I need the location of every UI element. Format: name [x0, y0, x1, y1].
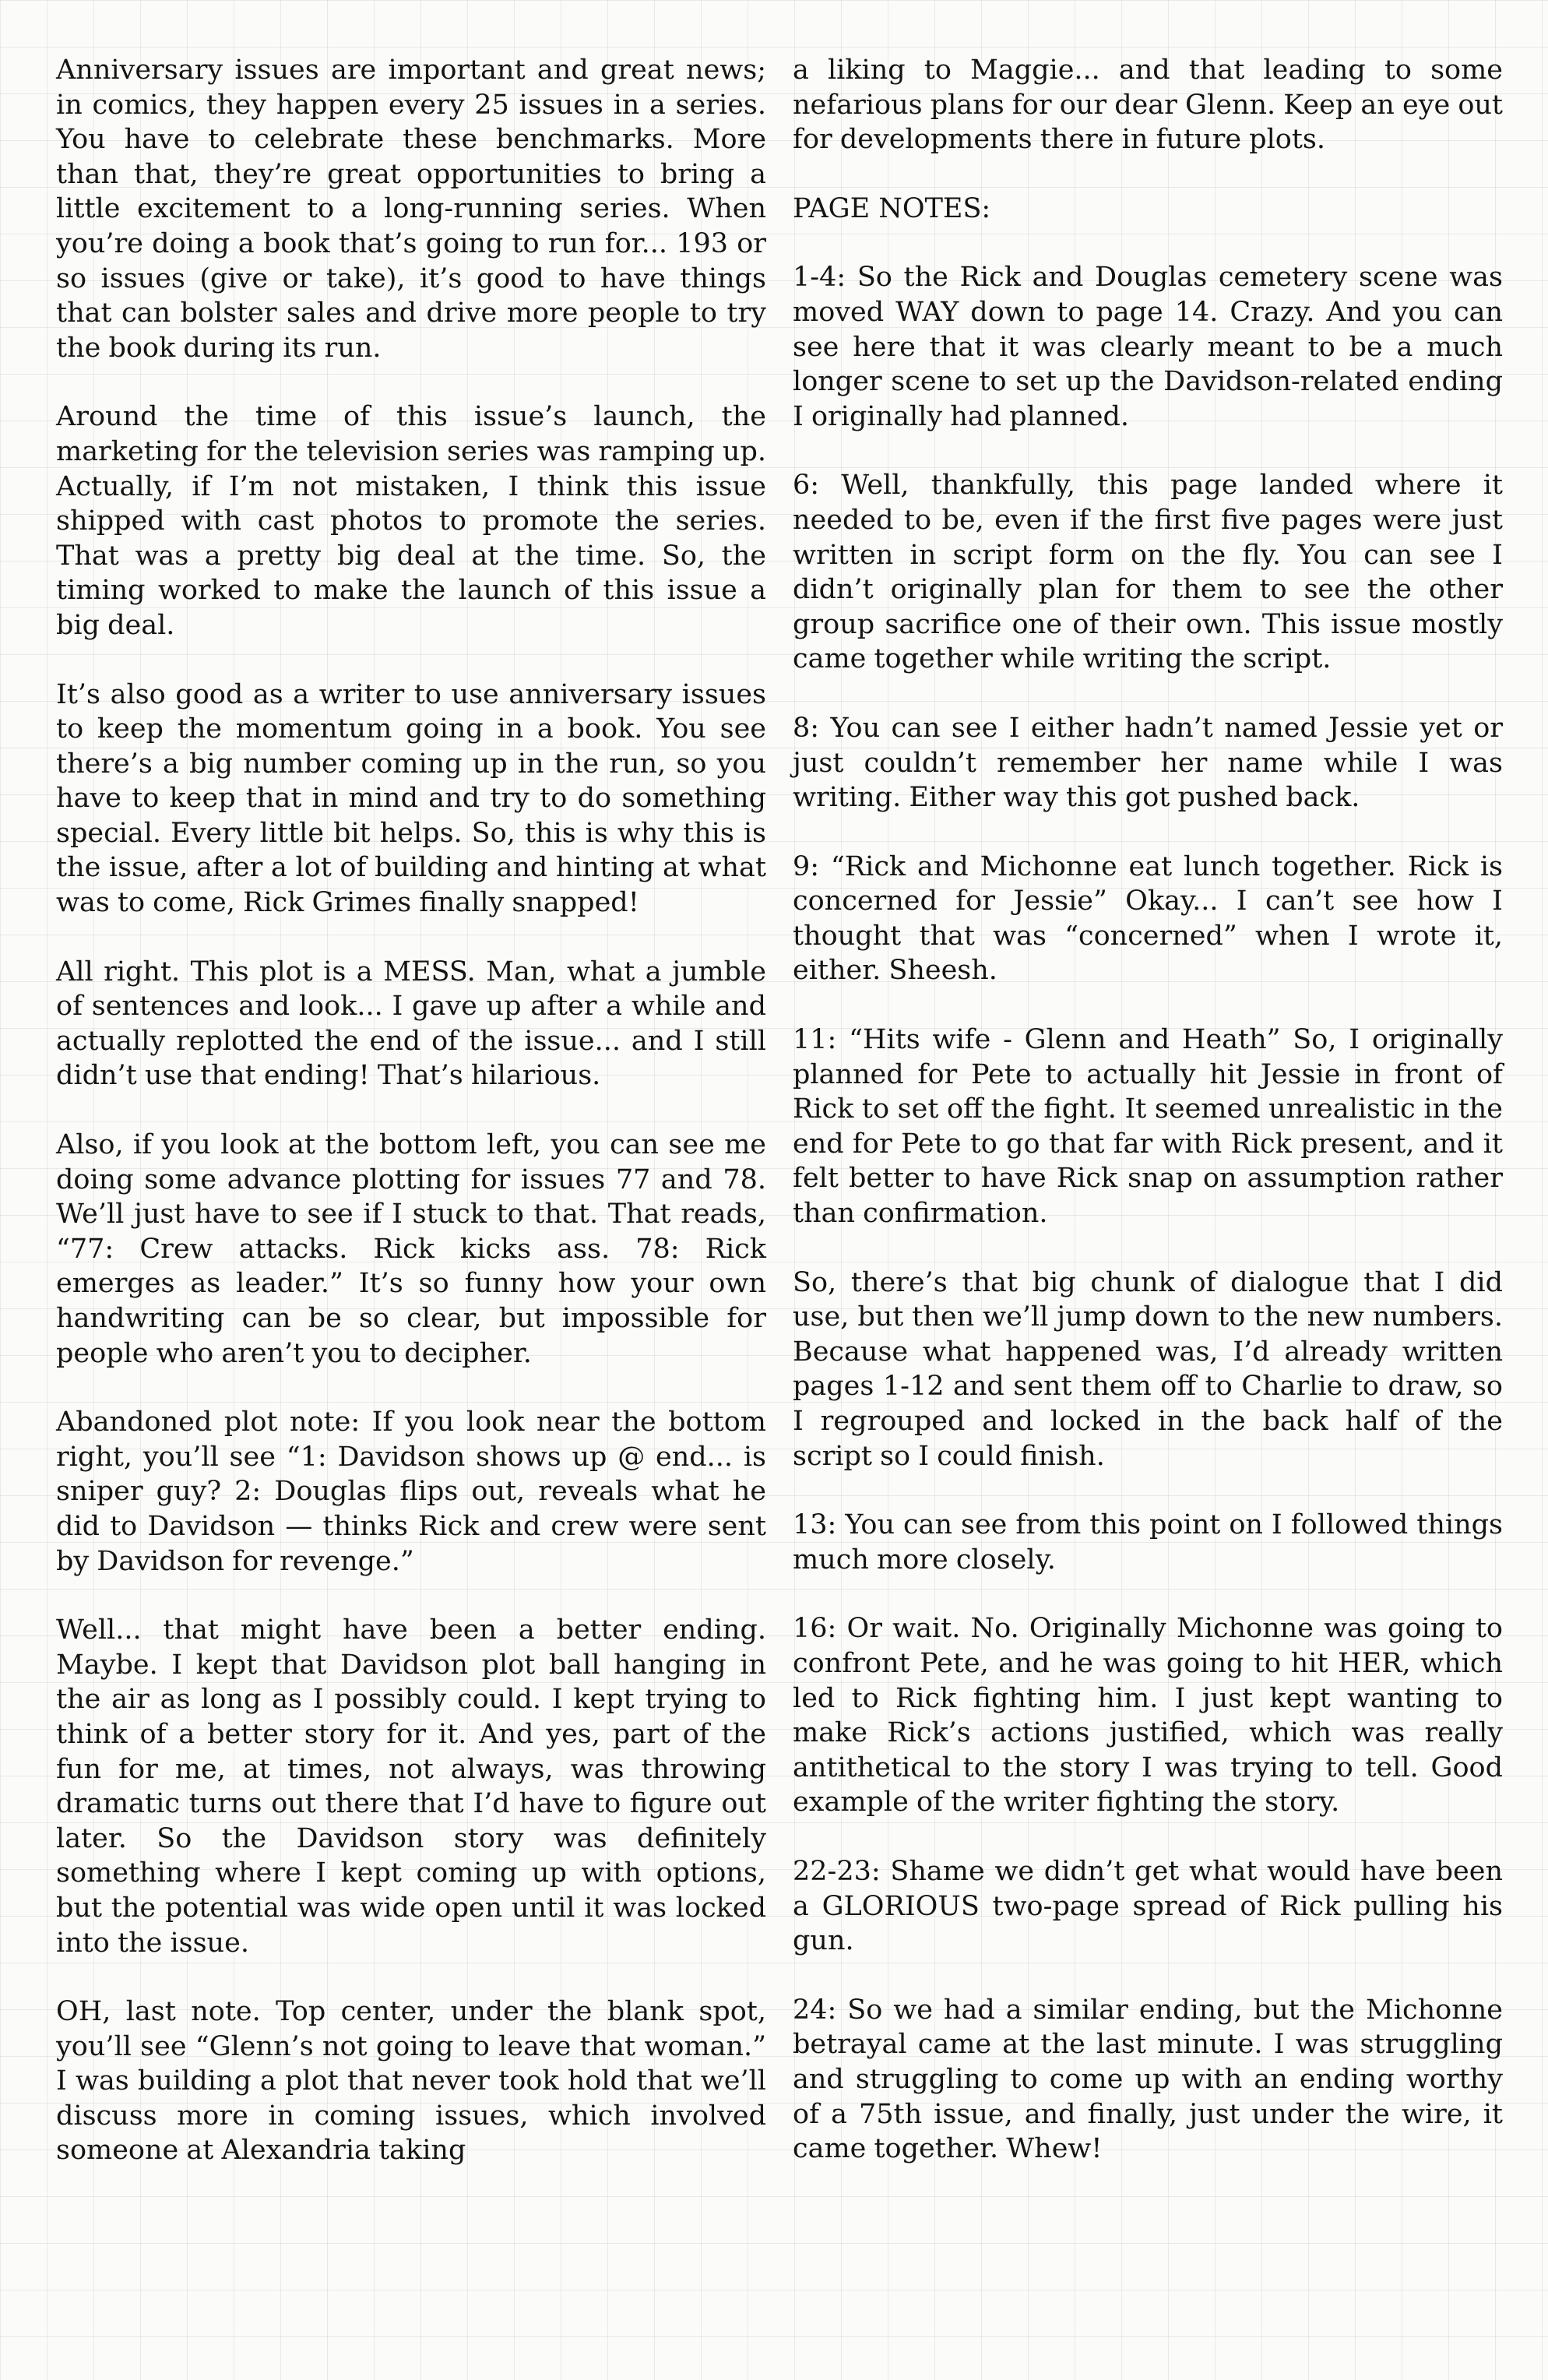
note-page-11: 11: “Hits wife - Glenn and Heath” So, I originally planned for Pete to actually hit Jessie in front of Rick to set off the fight. It seemed unrealistic in the end for Pete to go that far with Rick present, and it felt better to have Rick snap on assumption rather than confirmation. — [793, 1024, 1503, 1230]
note-page-16: 16: Or wait. No. Originally Michonne was going to confront Pete, and he was going to hit HER, which led to Rick fighting him. I just kept wanting to make Rick’s actions justified, which was really antithetical to the story I was trying to tell. Good example of the writer fighting the story. — [793, 1613, 1503, 1818]
paragraph-continuation: a liking to Maggie... and that leading to some nefarious plans for our dear Glenn. Keep an eye out for developments there in future plots. — [793, 55, 1503, 156]
paragraph-momentum: It’s also good as a writer to use anniversary issues to keep the momentum going in a book. You see there’s a big number coming up in the run, so you have to keep that in mind and try to do something special. Every little bit helps. So, this is why this is the issue, after a lot of building and hinting at what was to come, Rick Grimes finally snapped! — [56, 678, 766, 919]
paragraph-anniversary-issues: Anniversary issues are important and great news; in comics, they happen every 25 issues in a series. You have to celebrate these benchmarks. More than that, they’re great opportunities to bring a little excitement to a long-running series. When you’re doing a book that’s going to run for... 193 or so issues (give or take), it’s good to have things that can bolster sales and drive more people to try the book during its run. — [56, 55, 766, 364]
paragraph-plot-mess: All right. This plot is a MESS. Man, what a jumble of sentences and look... I gave up after a while and actually replotted the end of the issue... and I still didn’t use that ending! That’s hilarious. — [56, 956, 766, 1092]
note-page-6: 6: Well, thankfully, this page landed where it needed to be, even if the first five pages were just written in script form on the fly. You can see I didn’t originally plan for them to see the other group sacrifice one of their own. This issue mostly came together while writing the script. — [793, 470, 1503, 675]
right-column — [793, 53, 1503, 2201]
page-notes-heading: PAGE NOTES: — [793, 192, 991, 224]
paragraph-better-ending: Well... that might have been a better ending. Maybe. I kept that Davidson plot ball hanging in the air as long as I possibly could. I kept trying to think of a better story for it. And yes, part of the fun for me, at times, not always, was throwing dramatic turns out there that I’d have to figure out later. So the Davidson story was definitely something where I kept coming up with options, but the potential was wide open until it was locked into the issue. — [56, 1614, 766, 1959]
paragraph-advance-plotting: Also, if you look at the bottom left, you can see me doing some advance plotting for issues 77 and 78. We’ll just have to see if I stuck to that. That reads, “77: Crew attacks. Rick kicks ass. 78: Rick emerges as leader.” It’s so funny how your own handwriting can be so clear, but impossible for people who aren’t you to decipher. — [56, 1129, 766, 1369]
paragraph-tv-marketing: Around the time of this issue’s launch, the marketing for the television series was ramping up. Actually, if I’m not mistaken, I think this issue shipped with cast photos to promote the series. That was a pretty big deal at the time. So, the timing worked to make the launch of this issue a big deal. — [56, 401, 766, 641]
note-pages-22-23: 22-23: Shame we didn’t get what would have been a GLORIOUS two-page spread of Rick pulling his gun. — [793, 1855, 1503, 1957]
left-column — [56, 53, 766, 2202]
paragraph-last-note: OH, last note. Top center, under the blank spot, you’ll see “Glenn’s not going to leave that woman.” I was building a plot that never took hold that we’ll discuss more in coming issues, which involved someone at Alexandria taking — [56, 1996, 766, 2167]
note-page-24: 24: So we had a similar ending, but the Michonne betrayal came at the last minute. I was struggling and struggling to come up with an ending worthy of a 75th issue, and finally, just under the wire, it came together. Whew! — [793, 1994, 1503, 2165]
note-dialogue-chunk: So, there’s that big chunk of dialogue that I did use, but then we’ll jump down to the new numbers. Because what happened was, I’d already written pages 1-12 and sent them off to Charlie to draw, so I regrouped and locked in the back half of the script so I could finish. — [793, 1266, 1503, 1472]
paragraph-abandoned-plot: Abandoned plot note: If you look near the bottom right, you’ll see “1: Davidson shows up @ end... is sniper guy? 2: Douglas flips out, reveals what he did to Davidson — thinks Rick and crew were sent by Davidson for revenge.” — [56, 1407, 766, 1577]
note-page-9: 9: “Rick and Michonne eat lunch together. Rick is concerned for Jessie” Okay... I can’t see how I thought that was “concerned” when I wrote it, either. Sheesh. — [793, 850, 1503, 987]
note-pages-1-4: 1-4: So the Rick and Douglas cemetery scene was moved WAY down to page 14. Crazy. And you can see here that it was clearly meant to be a much longer scene to set up the Davidson-related ending I originally had planned. — [793, 262, 1503, 432]
note-page-13: 13: You can see from this point on I followed things much more closely. — [793, 1509, 1503, 1576]
note-page-8: 8: You can see I either hadn’t named Jessie yet or just couldn’t remember her name while I was writing. Either way this got pushed back. — [793, 712, 1503, 814]
